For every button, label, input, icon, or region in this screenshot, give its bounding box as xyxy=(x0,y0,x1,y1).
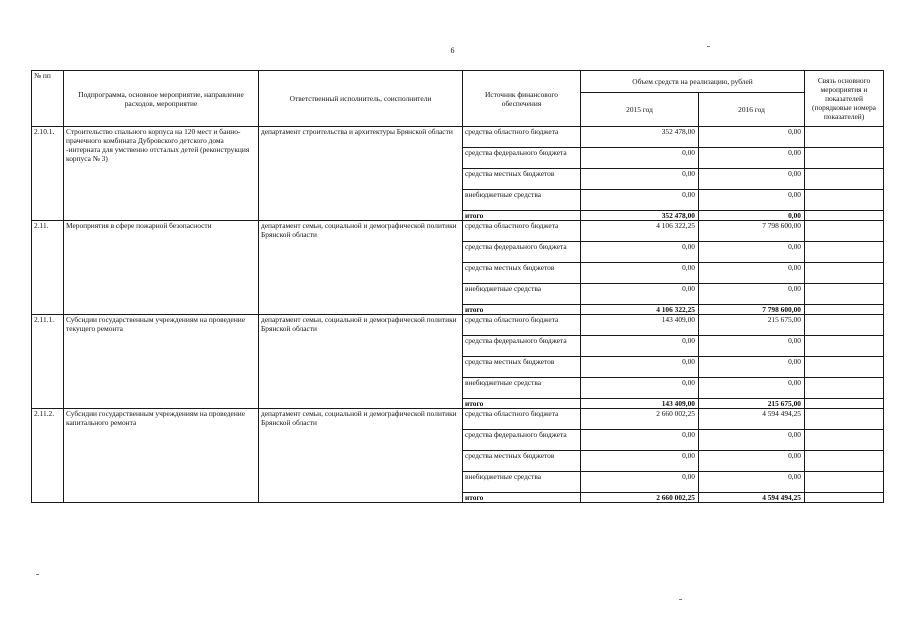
funding-source: внебюджетные средства xyxy=(463,378,581,399)
indicator-link xyxy=(805,263,884,284)
indicator-link xyxy=(805,242,884,263)
header-executor: Ответственный исполнитель, соисполнители xyxy=(259,71,463,127)
indicator-link xyxy=(805,430,884,451)
header-volume: Объем средств на реализацию, рублей xyxy=(581,71,805,93)
amount-2015: 2 660 002,25 xyxy=(581,409,699,430)
amount-2015: 0,00 xyxy=(581,357,699,378)
table-row xyxy=(32,315,884,336)
header-source: Источник финансового обеспечения xyxy=(463,71,581,127)
funding-source: средства федерального бюджета xyxy=(463,148,581,169)
amount-2015: 0,00 xyxy=(581,263,699,284)
funding-source: средства областного бюджета xyxy=(463,315,581,336)
total-label: итого xyxy=(463,211,581,221)
amount-2016: 7 798 600,00 xyxy=(699,221,805,242)
amount-2015: 4 106 322,25 xyxy=(581,221,699,242)
indicator-link xyxy=(805,336,884,357)
amount-2015: 0,00 xyxy=(581,190,699,211)
amount-2015: 0,00 xyxy=(581,336,699,357)
amount-2016: 0,00 xyxy=(699,430,805,451)
indicator-link xyxy=(805,315,884,336)
amount-2015: 0,00 xyxy=(581,148,699,169)
page-number: 6 xyxy=(450,46,455,55)
item-executor: департамент семьи, социальной и демографической политики Брянской области xyxy=(259,315,463,409)
funding-source: средства федерального бюджета xyxy=(463,430,581,451)
indicator-link xyxy=(805,284,884,305)
scan-speck xyxy=(679,599,682,600)
header-program: Подпрограмма, основное мероприятие, направление расходов, мероприятие xyxy=(64,71,259,127)
amount-2015: 143 409,00 xyxy=(581,315,699,336)
amount-2016: 0,00 xyxy=(699,472,805,493)
total-label: итого xyxy=(463,305,581,315)
scan-speck xyxy=(36,574,39,575)
total-label: итого xyxy=(463,399,581,409)
item-number: 2.11.1. xyxy=(32,315,64,409)
funding-source: средства федерального бюджета xyxy=(463,242,581,263)
funding-source: средства федерального бюджета xyxy=(463,336,581,357)
indicator-link xyxy=(805,211,884,221)
amount-2016: 0,00 xyxy=(699,148,805,169)
amount-2015: 2 660 002,25 xyxy=(581,493,699,503)
table-row xyxy=(32,221,884,242)
item-executor: департамент семьи, социальной и демографической политики Брянской области xyxy=(259,409,463,503)
item-program: Мероприятия в сфере пожарной безопасности xyxy=(64,221,259,315)
item-program: Субсидии государственным учреждениям на проведение капитального ремонта xyxy=(64,409,259,503)
amount-2015: 4 106 322,25 xyxy=(581,305,699,315)
header-no: № пп xyxy=(32,71,64,127)
amount-2016: 0,00 xyxy=(699,451,805,472)
funding-source: средства областного бюджета xyxy=(463,127,581,148)
funding-source: средства местных бюджетов xyxy=(463,169,581,190)
amount-2015: 0,00 xyxy=(581,472,699,493)
funding-source: средства областного бюджета xyxy=(463,409,581,430)
amount-2016: 0,00 xyxy=(699,357,805,378)
item-executor: департамент строительства и архитектуры Брянской области xyxy=(259,127,463,221)
item-number: 2.11.2. xyxy=(32,409,64,503)
funding-source: средства местных бюджетов xyxy=(463,263,581,284)
amount-2016: 0,00 xyxy=(699,263,805,284)
header-link: Связь основного мероприятия и показателей (порядковые номера показателей) xyxy=(805,71,884,127)
indicator-link xyxy=(805,378,884,399)
amount-2016: 215 675,00 xyxy=(699,315,805,336)
indicator-link xyxy=(805,127,884,148)
funding-source: средства областного бюджета xyxy=(463,221,581,242)
table-header xyxy=(32,71,884,127)
header-year-2016: 2016 год xyxy=(699,93,805,127)
amount-2016: 4 594 494,25 xyxy=(699,409,805,430)
indicator-link xyxy=(805,148,884,169)
table-row xyxy=(32,409,884,430)
amount-2016: 215 675,00 xyxy=(699,399,805,409)
amount-2016: 0,00 xyxy=(699,336,805,357)
item-program: Субсидии государственным учреждениям на проведение текущего ремонта xyxy=(64,315,259,409)
budget-table xyxy=(31,70,884,503)
indicator-link xyxy=(805,305,884,315)
indicator-link xyxy=(805,357,884,378)
indicator-link xyxy=(805,190,884,211)
item-number: 2.10.1. xyxy=(32,127,64,221)
indicator-link xyxy=(805,493,884,503)
funding-source: внебюджетные средства xyxy=(463,190,581,211)
amount-2016: 0,00 xyxy=(699,127,805,148)
funding-source: средства местных бюджетов xyxy=(463,451,581,472)
indicator-link xyxy=(805,451,884,472)
item-number: 2.11. xyxy=(32,221,64,315)
funding-source: внебюджетные средства xyxy=(463,284,581,305)
amount-2015: 0,00 xyxy=(581,284,699,305)
amount-2015: 352 478,00 xyxy=(581,211,699,221)
amount-2015: 352 478,00 xyxy=(581,127,699,148)
item-executor: департамент семьи, социальной и демографической политики Брянской области xyxy=(259,221,463,315)
indicator-link xyxy=(805,169,884,190)
amount-2015: 0,00 xyxy=(581,430,699,451)
indicator-link xyxy=(805,221,884,242)
amount-2016: 0,00 xyxy=(699,190,805,211)
amount-2015: 0,00 xyxy=(581,378,699,399)
funding-source: внебюджетные средства xyxy=(463,472,581,493)
amount-2015: 0,00 xyxy=(581,451,699,472)
indicator-link xyxy=(805,399,884,409)
table-body xyxy=(32,127,884,503)
scan-speck xyxy=(707,46,710,47)
amount-2016: 0,00 xyxy=(699,284,805,305)
amount-2016: 0,00 xyxy=(699,211,805,221)
amount-2016: 0,00 xyxy=(699,169,805,190)
amount-2015: 0,00 xyxy=(581,169,699,190)
amount-2016: 4 594 494,25 xyxy=(699,493,805,503)
amount-2015: 143 409,00 xyxy=(581,399,699,409)
amount-2016: 0,00 xyxy=(699,378,805,399)
funding-source: средства местных бюджетов xyxy=(463,357,581,378)
item-program: Строительство спального корпуса на 120 мест и банно-прачечного комбината Дубровского детского дома -интерната для умственно отсталых детей (реконструкция корпуса № 3) xyxy=(64,127,259,221)
amount-2016: 7 798 600,00 xyxy=(699,305,805,315)
indicator-link xyxy=(805,472,884,493)
amount-2016: 0,00 xyxy=(699,242,805,263)
table-row xyxy=(32,127,884,148)
amount-2015: 0,00 xyxy=(581,242,699,263)
total-label: итого xyxy=(463,493,581,503)
indicator-link xyxy=(805,409,884,430)
header-year-2015: 2015 год xyxy=(581,93,699,127)
